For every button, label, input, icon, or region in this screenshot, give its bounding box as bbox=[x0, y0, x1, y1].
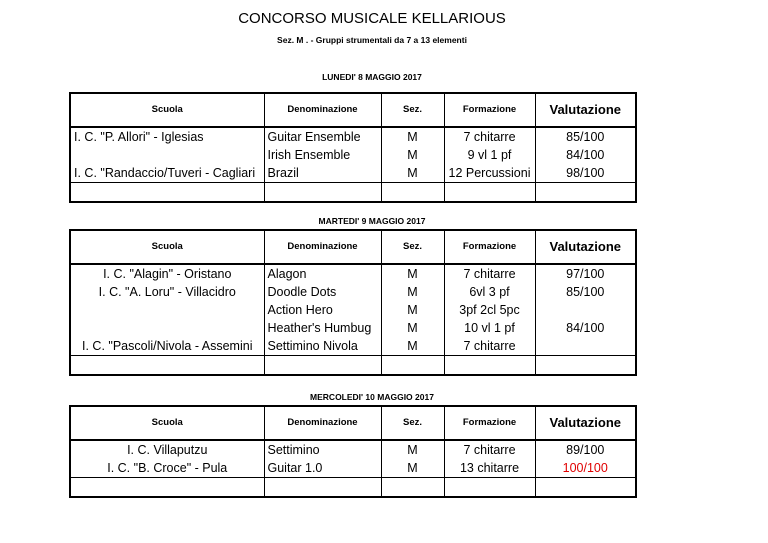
cell-sez: M bbox=[381, 459, 444, 478]
cell-sez: M bbox=[381, 264, 444, 283]
cell-formazione: 10 vl 1 pf bbox=[444, 319, 535, 337]
table-row bbox=[70, 301, 636, 319]
table-row bbox=[70, 264, 636, 283]
cell-denominazione: Settimino Nivola bbox=[264, 337, 381, 356]
table-row bbox=[70, 319, 636, 337]
table-row bbox=[70, 164, 636, 183]
table-row bbox=[70, 127, 636, 146]
table-header-row bbox=[70, 230, 636, 264]
cell-valutazione bbox=[535, 301, 636, 319]
cell-scuola: I. C. "B. Croce" - Pula bbox=[70, 459, 264, 478]
table-header-row bbox=[70, 406, 636, 440]
cell-valutazione: 84/100 bbox=[535, 146, 636, 164]
header-sez: Sez. bbox=[381, 230, 444, 264]
header-valutazione: Valutazione bbox=[535, 406, 636, 440]
cell-formazione: 9 vl 1 pf bbox=[444, 146, 535, 164]
cell-scuola: I. C. "Randaccio/Tuveri - Cagliari bbox=[70, 164, 264, 183]
cell-valutazione bbox=[535, 337, 636, 356]
table-row bbox=[70, 459, 636, 478]
cell-scuola: I. C. "A. Loru" - Villacidro bbox=[70, 283, 264, 301]
header-scuola: Scuola bbox=[70, 230, 264, 264]
header-formazione: Formazione bbox=[444, 406, 535, 440]
header-scuola: Scuola bbox=[70, 93, 264, 127]
cell-denominazione: Settimino bbox=[264, 440, 381, 459]
cell-formazione: 13 chitarre bbox=[444, 459, 535, 478]
cell-formazione: 3pf 2cl 5pc bbox=[444, 301, 535, 319]
schedule-table bbox=[69, 92, 637, 203]
cell-denominazione: Heather's Humbug bbox=[264, 319, 381, 337]
cell-sez: M bbox=[381, 164, 444, 183]
schedule-table bbox=[69, 405, 637, 498]
cell-formazione: 7 chitarre bbox=[444, 337, 535, 356]
cell-denominazione: Alagon bbox=[264, 264, 381, 283]
cell-sez: M bbox=[381, 301, 444, 319]
day-label: MERCOLEDI' 10 MAGGIO 2017 bbox=[310, 392, 434, 402]
header-formazione: Formazione bbox=[444, 93, 535, 127]
cell-scuola: I. C. "Alagin" - Oristano bbox=[70, 264, 264, 283]
cell-scuola: I. C. "P. Allori" - Iglesias bbox=[70, 127, 264, 146]
header-valutazione: Valutazione bbox=[535, 230, 636, 264]
cell-valutazione: 85/100 bbox=[535, 127, 636, 146]
table-row-empty bbox=[70, 356, 636, 376]
cell-denominazione: Brazil bbox=[264, 164, 381, 183]
cell-formazione: 6vl 3 pf bbox=[444, 283, 535, 301]
table-row bbox=[70, 337, 636, 356]
day-label: MARTEDI' 9 MAGGIO 2017 bbox=[318, 216, 426, 226]
document-title: CONCORSO MUSICALE KELLARIOUS bbox=[238, 10, 506, 27]
cell-valutazione: 97/100 bbox=[535, 264, 636, 283]
header-sez: Sez. bbox=[381, 406, 444, 440]
cell-scuola: I. C. "Pascoli/Nivola - Assemini bbox=[70, 337, 264, 356]
day-label: LUNEDI' 8 MAGGIO 2017 bbox=[322, 72, 422, 82]
cell-denominazione: Action Hero bbox=[264, 301, 381, 319]
header-denominazione: Denominazione bbox=[264, 230, 381, 264]
cell-denominazione: Guitar 1.0 bbox=[264, 459, 381, 478]
cell-denominazione: Doodle Dots bbox=[264, 283, 381, 301]
cell-sez: M bbox=[381, 337, 444, 356]
document-subtitle: Sez. M . - Gruppi strumentali da 7 a 13 elementi bbox=[277, 35, 467, 45]
cell-formazione: 12 Percussioni bbox=[444, 164, 535, 183]
header-sez: Sez. bbox=[381, 93, 444, 127]
cell-sez: M bbox=[381, 283, 444, 301]
cell-sez: M bbox=[381, 146, 444, 164]
table-row-empty bbox=[70, 478, 636, 498]
cell-sez: M bbox=[381, 440, 444, 459]
cell-valutazione: 98/100 bbox=[535, 164, 636, 183]
table-row bbox=[70, 283, 636, 301]
cell-denominazione: Irish Ensemble bbox=[264, 146, 381, 164]
header-scuola: Scuola bbox=[70, 406, 264, 440]
cell-scuola bbox=[70, 319, 264, 337]
cell-valutazione-highlight: 100/100 bbox=[535, 459, 636, 478]
cell-scuola bbox=[70, 146, 264, 164]
cell-formazione: 7 chitarre bbox=[444, 127, 535, 146]
table-row bbox=[70, 146, 636, 164]
cell-valutazione: 84/100 bbox=[535, 319, 636, 337]
header-formazione: Formazione bbox=[444, 230, 535, 264]
cell-formazione: 7 chitarre bbox=[444, 264, 535, 283]
cell-scuola: I. C. Villaputzu bbox=[70, 440, 264, 459]
cell-sez: M bbox=[381, 127, 444, 146]
table-row-empty bbox=[70, 183, 636, 203]
table-row bbox=[70, 440, 636, 459]
cell-denominazione: Guitar Ensemble bbox=[264, 127, 381, 146]
header-denominazione: Denominazione bbox=[264, 406, 381, 440]
cell-sez: M bbox=[381, 319, 444, 337]
schedule-table bbox=[69, 229, 637, 376]
cell-formazione: 7 chitarre bbox=[444, 440, 535, 459]
header-valutazione: Valutazione bbox=[535, 93, 636, 127]
cell-valutazione: 85/100 bbox=[535, 283, 636, 301]
header-denominazione: Denominazione bbox=[264, 93, 381, 127]
cell-scuola bbox=[70, 301, 264, 319]
table-header-row bbox=[70, 93, 636, 127]
cell-valutazione: 89/100 bbox=[535, 440, 636, 459]
